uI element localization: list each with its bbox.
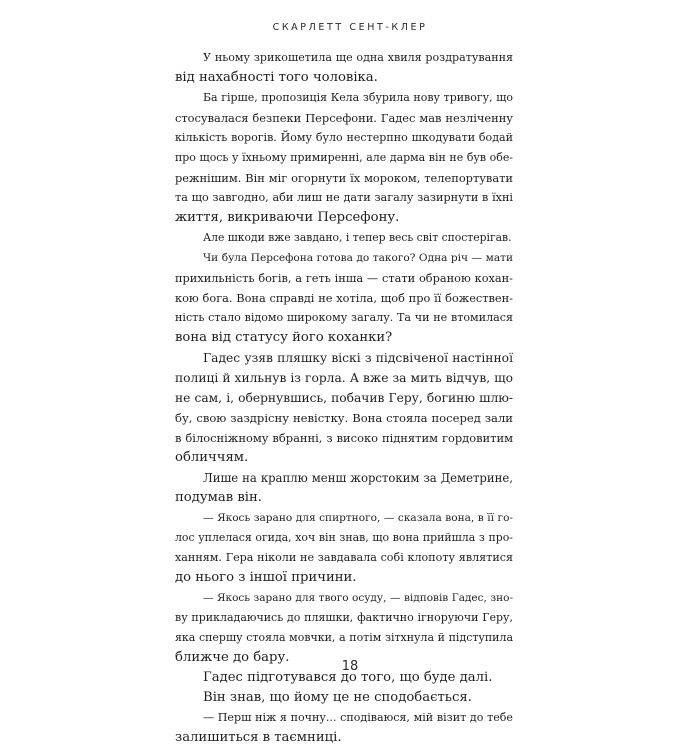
- text-line: ханням. Гера ніколи не завдавала собі клопоту являтися: [175, 551, 513, 564]
- text-line: Гадес узяв пляшку віскі з підсвіченої настінної: [203, 351, 513, 365]
- text-line: кількість ворогів. Йому було нестерпно шкодувати бодай: [175, 131, 513, 144]
- text-line: лос уплелася огида, хоч він знав, що вона прийшла з про-: [175, 531, 513, 544]
- text-line: та що завгодно, аби лиш не дати загалу зазирнути в їхні: [175, 191, 513, 204]
- text-line: ближче до бару.: [175, 650, 290, 665]
- text-line: Чи була Персефона готова до такого? Одна річ — мати: [203, 252, 513, 264]
- text-line: бу, свою заздрісну невістку. Вона стояла посеред зали: [175, 411, 513, 425]
- text-line: не сам, і, обернувшись, побачив Геру, богиню шлю-: [175, 391, 513, 405]
- running-head-author: СКАРЛЕТТ СЕНТ-КЛЕР: [272, 22, 428, 33]
- text-line: про щось у їхньому примиренні, але дарма він не був обе-: [175, 151, 513, 164]
- text-line: до нього з іншої причини.: [175, 570, 357, 585]
- text-line: — Перш ніж я почну... сподіваюся, мій візит до тебе: [203, 711, 513, 724]
- text-line: Але шкоди вже завдано, і тепер весь світ спостерігав.: [203, 231, 512, 244]
- text-line: кою бога. Вона справді не хотіла, щоб про її божествен-: [175, 291, 513, 305]
- text-line: подумав він.: [175, 490, 262, 505]
- body-text: [175, 48, 513, 748]
- text-line: стосувалася безпеки Персефони. Гадес мав незліченну: [175, 111, 513, 125]
- text-line: вона від статусу його коханки?: [175, 330, 393, 345]
- text-line: яка спершу стояла мовчки, а потім зітхнула й підступила: [175, 631, 513, 644]
- text-line: прихильність богів, а геть інша — стати обраною кохан-: [175, 271, 513, 285]
- text-line: Лише на краплю менш жорстоким за Деметрине,: [203, 471, 513, 485]
- text-line: У ньому зрикошетила ще одна хвиля роздратування: [203, 51, 513, 64]
- text-line: Ба гірше, пропозиція Кела збурила нову тривогу, що: [203, 91, 513, 104]
- text-line: режнішим. Він міг огорнути їх мороком, телепортувати: [175, 171, 513, 185]
- text-line: в білосніжному вбранні, з високо піднятим гордовитим: [175, 431, 513, 445]
- text-line: життя, викриваючи Персефону.: [175, 210, 400, 225]
- text-line: Він знав, що йому це не сподобається.: [203, 690, 472, 705]
- text-line: ність стало відомо широкому загалу. Та чи не втомилася: [175, 311, 513, 324]
- page-number: 18: [341, 659, 359, 674]
- text-line: обличчям.: [175, 450, 249, 465]
- text-line: від нахабності того чоловіка.: [175, 70, 378, 85]
- text-line: ву прикладаючись до пляшки, фактично ігноруючи Геру,: [175, 611, 513, 624]
- text-line: Гадес підготувався до того, що буде далі.: [203, 670, 493, 685]
- text-line: залишиться в таємниці.: [175, 730, 342, 745]
- text-line: полиці й хильнув із горла. А вже за мить відчув, що: [175, 371, 513, 385]
- text-line: — Якось зарано для твого осуду, — відповів Гадес, зно-: [203, 592, 513, 604]
- text-line: — Якось зарано для спиртного, — сказала вона, в її го-: [203, 512, 513, 524]
